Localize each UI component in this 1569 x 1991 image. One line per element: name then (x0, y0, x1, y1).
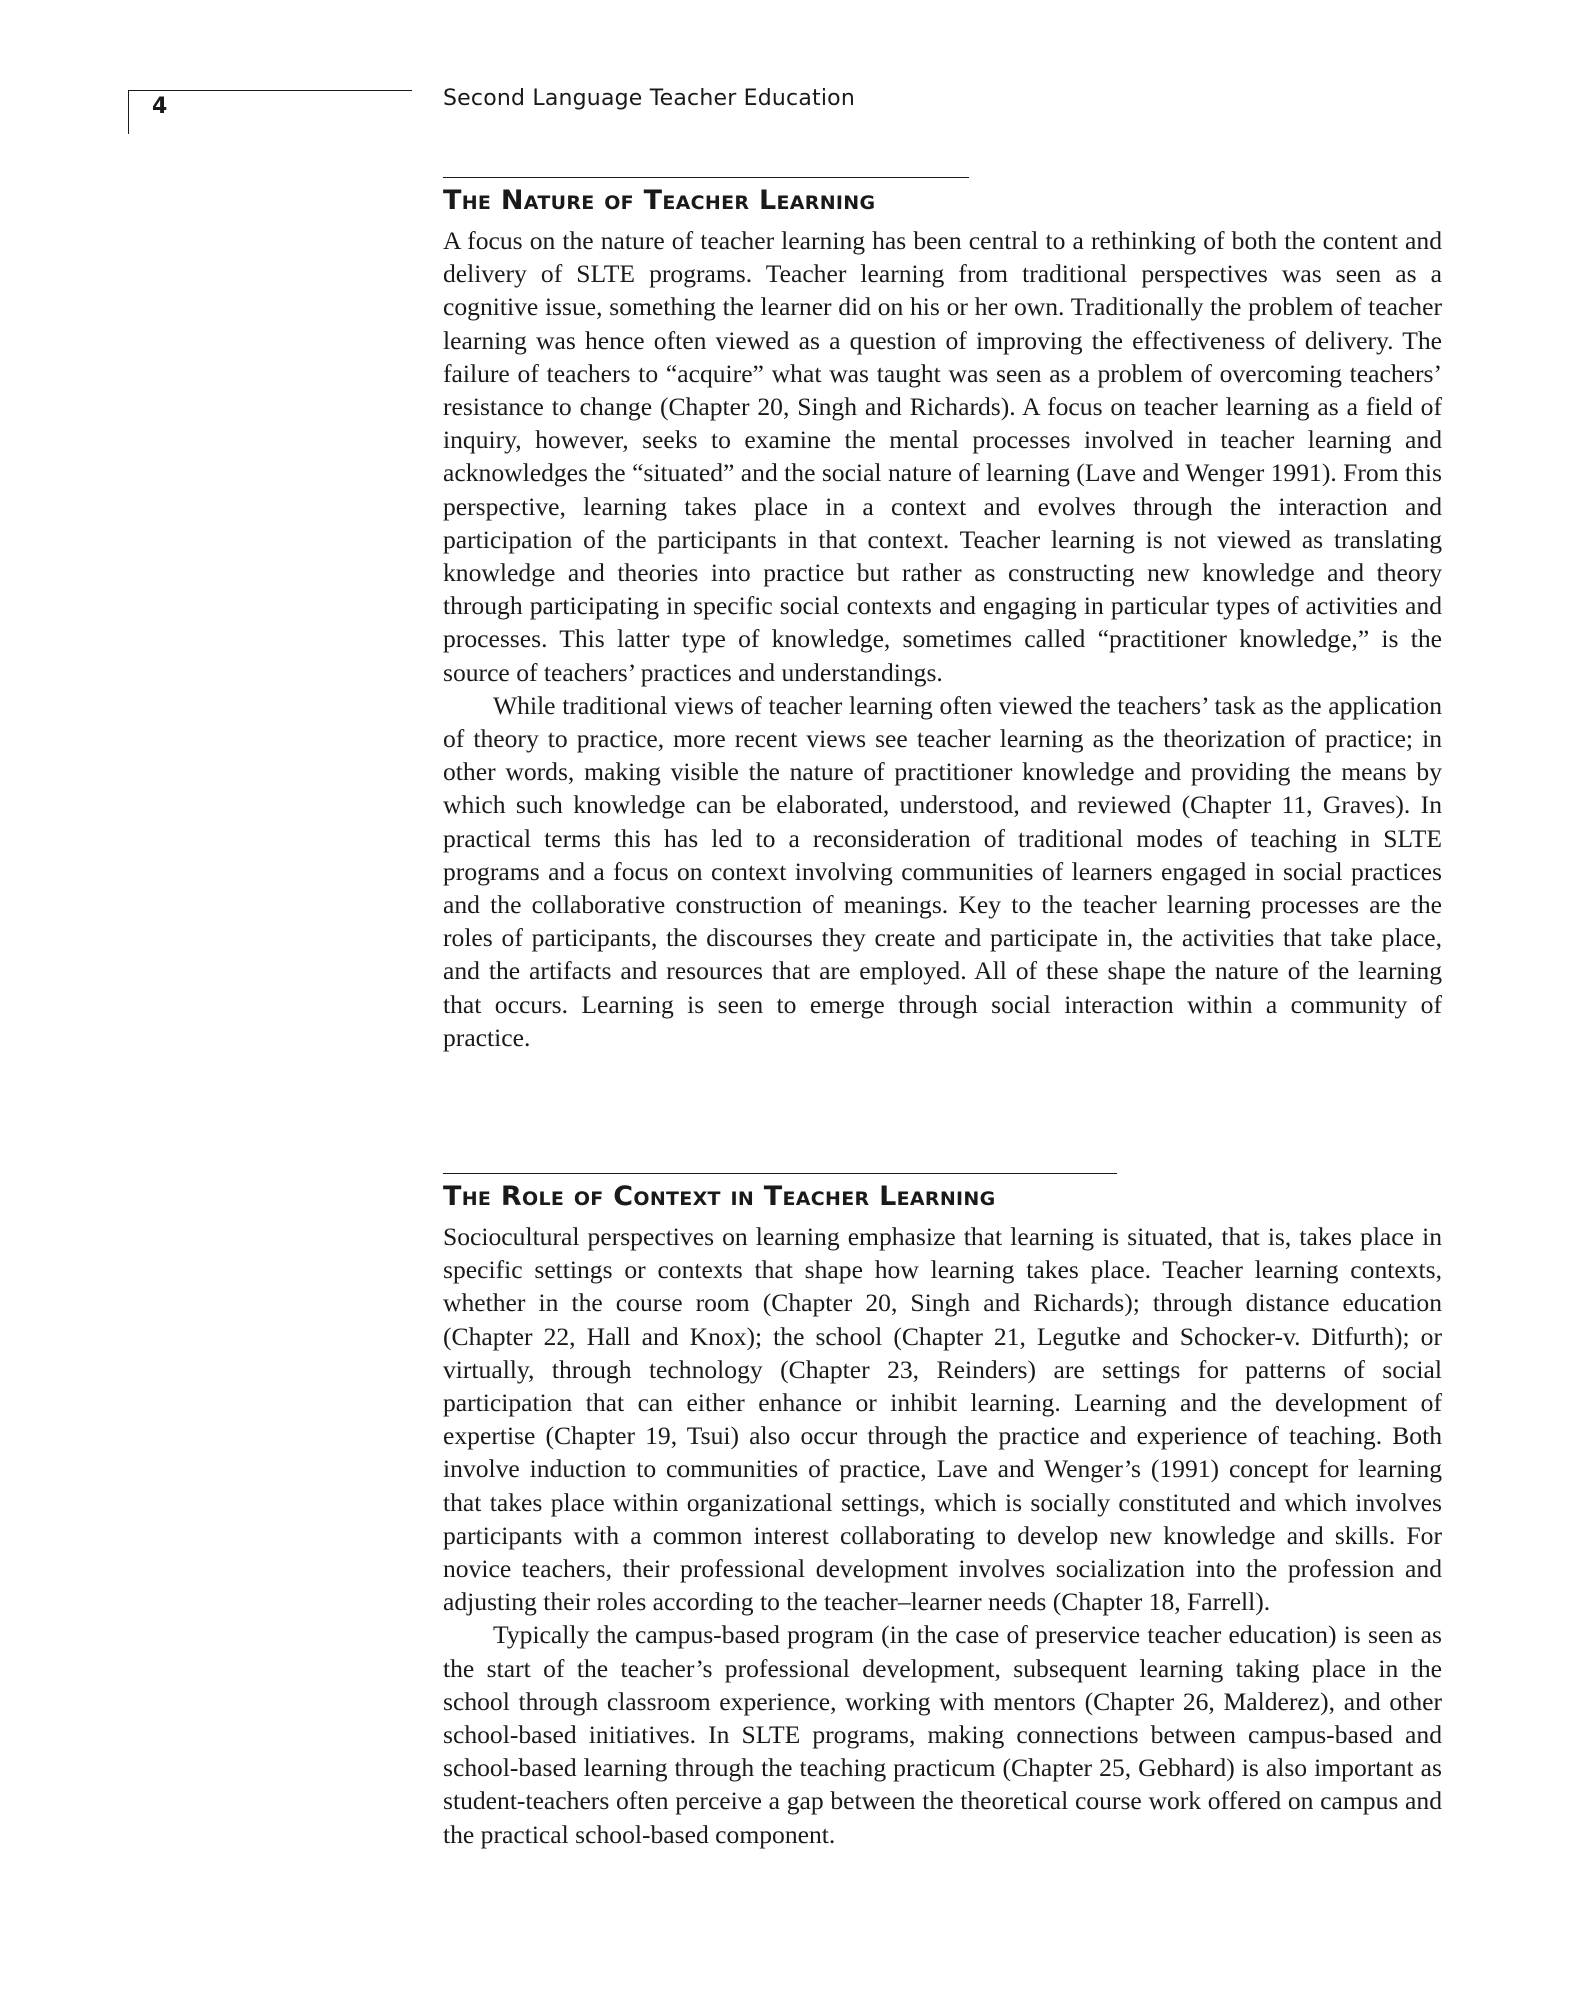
paragraph: Sociocultural perspectives on learning emphasize that learning is situated, that is, takes place in specific settings or contexts that shape how learning takes place. Teacher learning contexts, whether in the course room (Chapter 20, Singh and Richards); through distance education (Chapter 22, Hall and Knox); the school (Chapter 21, Legutke and Schocker-v. Ditfurth); or virtually, through technology (Chapter 23, Reinders) are settings for patterns of social participation that can either enhance or inhibit learning. Learning and the development of expertise (Chapter 19, Tsui) also occur through the practice and experience of teaching. Both involve induction to communities of practice, Lave and Wenger’s (1991) concept for learning that takes place within organizational settings, which is socially constituted and which involves participants with a common interest collaborating to develop new knowledge and skills. For novice teachers, their professional development involves socialization into the profession and adjusting their roles according to the teacher–learner needs (Chapter 18, Farrell). (443, 1222, 1442, 1617)
section-heading: The Nature of Teacher Learning (443, 185, 876, 216)
header-rule-vertical (128, 90, 129, 134)
paragraph: Typically the campus-based program (in the case of preservice teacher education) is seen as the start of the teacher’s professional development, subsequent learning taking place in the school through classroom experience, working with mentors (Chapter 26, Malderez), and other school-based initiatives. In SLTE programs, making connections between campus-based and school-based learning through the teaching practicum (Chapter 25, Gebhard) is also important as student-teachers often perceive a gap between the theoretical course work offered on campus and the practical school-based component. (443, 1620, 1442, 1849)
paragraph: While traditional views of teacher learning often viewed the teachers’ task as the application of theory to practice, more recent views see teacher learning as the theorization of practice; in other words, making visible the nature of practitioner knowledge and providing the means by which such knowledge can be elaborated, understood, and reviewed (Chapter 11, Graves). In practical terms this has led to a reconsideration of traditional modes of teaching in SLTE programs and a focus on context involving communities of learners engaged in social practices and the collaborative construction of meanings. Key to the teacher learning processes are the roles of participants, the discourses they create and participate in, the activities that take place, and the artifacts and resources that are employed. All of these shape the nature of the learning that occurs. Learning is seen to emerge through social interaction within a community of practice. (443, 690, 1442, 1052)
page-number: 4 (152, 94, 168, 119)
section-rule (443, 1173, 1117, 1174)
header-rule-horizontal (128, 90, 412, 91)
section-rule (443, 177, 969, 178)
running-title: Second Language Teacher Education (443, 86, 855, 111)
paragraph: A focus on the nature of teacher learning has been central to a rethinking of both the content and delivery of SLTE programs. Teacher learning from traditional perspectives was seen as a cognitive issue, something the learner did on his or her own. Traditionally the problem of teacher learning was hence often viewed as a question of improving the effectiveness of delivery. The failure of teachers to “acquire” what was taught was seen as a problem of overcoming teachers’ resistance to change (Chapter 20, Singh and Richards). A focus on teacher learning as a field of inquiry, however, seeks to examine the mental processes involved in teacher learning and acknowledges the “situated” and the social nature of learning (Lave and Wenger 1991). From this perspective, learning takes place in a context and evolves through the interaction and participation of the participants in that context. Teacher learning is not viewed as translating knowledge and theories into practice but rather as constructing new knowledge and theory through participating in specific social contexts and engaging in particular types of activities and processes. This latter type of knowledge, sometimes called “practitioner knowledge,” is the source of teachers’ practices and understandings. (443, 226, 1442, 687)
section-heading: The Role of Context in Teacher Learning (443, 1181, 996, 1212)
section-nature-of-teacher-learning (443, 177, 1442, 1054)
section-role-of-context (443, 1173, 1442, 1851)
